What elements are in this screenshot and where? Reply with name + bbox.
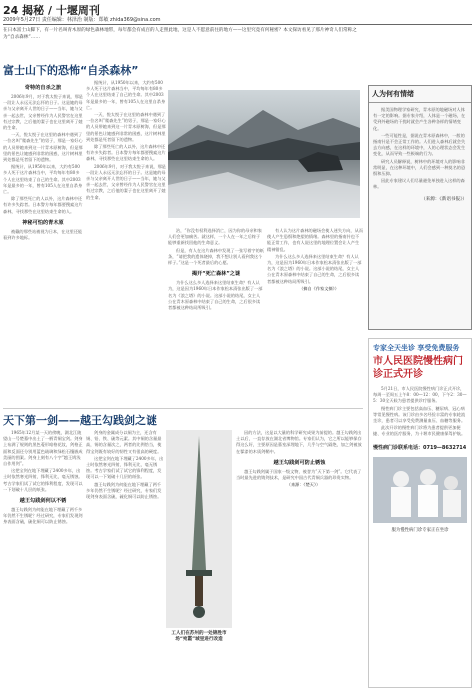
- hospital-ad: [368, 338, 472, 688]
- sec2-col-1: [3, 430, 83, 688]
- section-divider: [3, 408, 363, 409]
- paragraph: 因此专家建议人们尽量避免单独进入这样的森林。: [373, 178, 465, 190]
- paragraph: 慢性病门诊主要包括高血压、糖尿病、冠心病等常见慢性病。该门诊由多名经验丰富的专家轮流坐诊，患者可以享受免费测量血压、血糖等服务。: [373, 405, 466, 424]
- paragraph: 这把宝剑在地下埋藏了2400多年，出土时依然寒光四射，锋利无比，毫无锈蚀。考古学家们试了试它的锋利程度，发现可以一下划破十几层的纸张。: [3, 468, 83, 492]
- subhead-1: 奇特的自杀之旅: [24, 85, 62, 91]
- paragraph: 但是，有人在这片森林中发现了一张写着字的纸条，“请把我的遗体烧掉，我不想让别人看到我这个样子。”这是一个死者最后的心愿。: [168, 247, 264, 266]
- article-col-1: [3, 80, 83, 408]
- article-title: 富士山下的恐怖“自杀森林”: [3, 64, 139, 77]
- article-col-2: [168, 228, 264, 408]
- subhead-4: 越王勾践剑何以不锈: [19, 498, 67, 505]
- date-line: 2009年5月27日 责任编辑：林泽治 制版：郑敏 zhida369@sina.com: [3, 17, 161, 23]
- paragraph: 据统计，从1950年以来，大约有500多人死于这片森林当中，平均每年有80多个人在这里结束了自己的生命。其中2003年是最多的一年，曾有105人在这里自杀身亡。: [86, 80, 166, 110]
- lead-paragraph: 在日本富士山脚下，有一片名叫青木原的绿色森林地带，每年都会有成百的人走照此地，这是人不愿意前往的地方——这里究竟有何秘密？本文探访看见了那片神奇人们常称之为“自杀森林”……: [3, 28, 357, 40]
- paragraph: 除了那些死亡的人以外，这片森林中还有许多失踪者。日本警方每年都要搜索这片森林，寻找那些在这里结束生命的人。: [3, 196, 83, 214]
- sword-image: [166, 430, 232, 628]
- ad-headline: 市人民医院慢性病门诊正式开诊: [373, 356, 463, 380]
- sec2-col-3: [236, 430, 363, 688]
- ad-photo-graphic: [373, 457, 467, 523]
- paragraph: 剑身的金属成分以铜为主，还含有锡、铅、铁、硫等元素。其中铜的含量最高，锡的含量次之，两者的比例恰当，使得宝剑既有较好的韧性又有很高的硬度。: [86, 430, 162, 454]
- sidebar-title: 人为何有情绪: [369, 86, 471, 103]
- article-col-3: [267, 228, 363, 408]
- byline: （来源：《楚天》）: [286, 482, 321, 488]
- sidebar-byline: （来源：《新语书报》）: [421, 196, 467, 202]
- byline: （摘自《作家文摘》）: [299, 285, 339, 291]
- paragraph: 2006年9月，对于我太悦子来说，那是一段让人永远无法忘怀的日子。这是她的母亲与父亲离开人世的日子——当年，她与父亲一起去世，父亲曾经作为人民警官在这里有过宗教，之后他的妻子也在这里离开了她的生命。: [86, 163, 166, 200]
- subhead-5: 越王勾践剑可防止锈蚀: [273, 459, 326, 466]
- page-no: 24: [3, 4, 19, 17]
- paragraph: 5月21日，市人民医院慢性病门诊正式开诊，每周一至周五上午8：00—12：00，下午2：30—5：30全天候为患者提供诊疗服务。: [373, 386, 467, 404]
- ad-slogan: 专家全天坐诊 享受免费服务: [373, 344, 460, 352]
- page-header: [3, 2, 472, 28]
- paragraph: 治，“你没有权利选择消亡，因为你的母亲和家人们会更加痛苦。就这样，一个人在一年之后终于能够重新找回他的生命意义。: [168, 228, 262, 246]
- paragraph: 一些可能性是，据说在青木原森林中，一般的指南针是不会正常工作的。人们进入森林后就会失去方向感，在这样的环境中，人的心理状态会发生变化，从而导致一些极端的行为。: [373, 132, 466, 157]
- paragraph: 越王勾践剑属于国家一级文物，被誉为“天下第一剑”。它代表了当时最先进的铸剑技术，是研究中国古代青铜兵器的珍贵实物。: [236, 468, 362, 481]
- lake-photo: [168, 90, 360, 218]
- sec2-col-2: [86, 430, 164, 688]
- paragraph: 为什么这么多人选择来这里结束生命？有人认为，这是因为1960年日本作家松本清张出版了一部名为《浪之塔》的小说。这部小说的结尾，女主人公在青木原森林中结束了自己的生命，之后很多读者都被这种结局所吸引。: [168, 280, 263, 311]
- paragraph: 1965年12月某一天的傍晚，湖北江陵望山一号楚墓中出土了一柄青铜宝剑。剑身上布满了规则的黑色菱形暗格花纹，剑格正面和反面还分别用蓝色琉璃和绿松石镶嵌成美丽的图案。剑身上刻有八个字“越王鸠浅自作用剑”。: [3, 430, 83, 467]
- ad-photo: [373, 457, 467, 523]
- paragraph: 被戴的那些站被视为日本，在这里还能看到许多地标。: [3, 228, 83, 241]
- section-2-title: 天下第一剑——越王勾践剑之谜: [3, 414, 157, 427]
- subhead-3: 揭开“死亡森林”之谜: [191, 271, 241, 278]
- section-name: 揭秘 / 十堰周刊: [22, 4, 100, 17]
- paragraph: 这把宝剑在地下埋藏了2400多年，出土时依然寒光四射，锋利无比，毫无锈蚀。考古学家们试了试它的锋利程度，发现可以一下划破十几层的纸张。: [86, 455, 164, 480]
- photo-graphic: [168, 90, 360, 218]
- header-rule: [3, 24, 472, 25]
- paragraph: 据美国物理学家研究，青木原的地磁场对人体有一定的影响。据专家介绍，人体是一个磁场，在受到外磁场的干扰时就会产生各种各样的情绪变化。: [373, 107, 466, 131]
- ad-phone: 慢性病门诊联系电话：0719—8632714: [373, 444, 467, 451]
- paragraph: 据统计，从1950年以来，大约有500多人死于这片森林当中，平均每年有80多个人在这里结束了自己的生命。其中2003年是最多的一年，曾有105人在这里自杀身亡。: [3, 164, 83, 195]
- ad-body: [369, 383, 471, 442]
- paragraph: 一天，悦太悦子在这里的森林中遇到了一位名叫“爬森先生”的男子，那是一家好心的人员带她来到这一片青木原树海，但是那里的景色让她感到非常的困惑，这片树林里到处都是死者留下的遗物。: [3, 132, 83, 163]
- paragraph: 越王勾践剑为何能在地下埋藏了两千多年仍然不生锈呢？经过研究，专家们发现剑身表面含硫，硫化铜可以防止锈蚀。: [3, 507, 83, 525]
- article-col-1b: [86, 80, 166, 408]
- sidebar-body: [369, 103, 471, 196]
- paragraph: 此次开诊的慢性病门诊将为患者提供更加便捷、专业的医疗服务，为十堰市民健康保驾护航。: [373, 425, 466, 437]
- paragraph: 因的方法，这是以大量的科学研究成果为前提的。越王勾践剑出土以后，一直存放在湖北省博物馆。专家们认为，它之所以能够保存得这么好，主要原因是墓室深埋地下，几乎与空气隔绝，加之剑被放在髹漆的木质剑鞘中。: [236, 430, 362, 454]
- paragraph: 除了那些死亡的人以外，这片森林中还有许多失踪者。日本警方每年都要搜索这片森林，寻找那些在这里结束生命的人。: [86, 144, 166, 162]
- paragraph: 2006年9月，对于我太悦子来说，那是一段让人永远无法忘怀的日子。这是她的母亲与父亲离开人世的日子——当年，她与父亲一起去世，父亲曾经作为人民警官在这里有过宗教，之后他的妻子也在这里离开了她的生命。: [3, 94, 83, 131]
- paragraph: 研究人员解释说，树林中的环境对人的影响非常明显，在这种环境中，人们会感到一种莫名的恐惧和压抑。: [373, 158, 466, 177]
- sword-caption: 工人们在苏州的一处锦胜市场“宛霞”城里进行改造: [171, 631, 227, 642]
- paragraph: 有人认为这片森林的磁场会使人迷失方向，从而使人产生恐惧和绝望的情绪。森林里的指南针也不能正常工作，也有人说这里的地理位置会让人产生精神错乱。: [267, 228, 363, 252]
- paragraph: 一天，悦太悦子在这里的森林中遇到了一位名叫“爬森先生”的男子，那是一家好心的人员带她来到这一片青木原树海，但是那里的景色让她感到非常的困惑，这片树林里到处都是死者留下的遗物。: [86, 112, 166, 142]
- paragraph: 越王勾践剑为何能在地下埋藏了两千多年仍然不生锈呢？经过研究，专家们发现剑身表面含硫，硫化铜可以防止锈蚀。: [86, 481, 162, 500]
- section-2: [3, 412, 363, 428]
- subhead-2: 神秘可怕的青木原: [22, 219, 64, 226]
- sidebar-box: [368, 85, 472, 330]
- sword-graphic: [166, 430, 232, 628]
- paragraph: 为什么这么多人选择来这里结束生命？有人认为，这是因为1960年日本作家松本清张出版了一部名为《浪之塔》的小说。这部小说的结尾，女主人公在青木原森林中结束了自己的生命，之后很多读者都被这种结局所吸引。: [267, 253, 362, 284]
- ad-photo-caption: 服为慢性病门诊专家正在坐诊: [391, 527, 449, 533]
